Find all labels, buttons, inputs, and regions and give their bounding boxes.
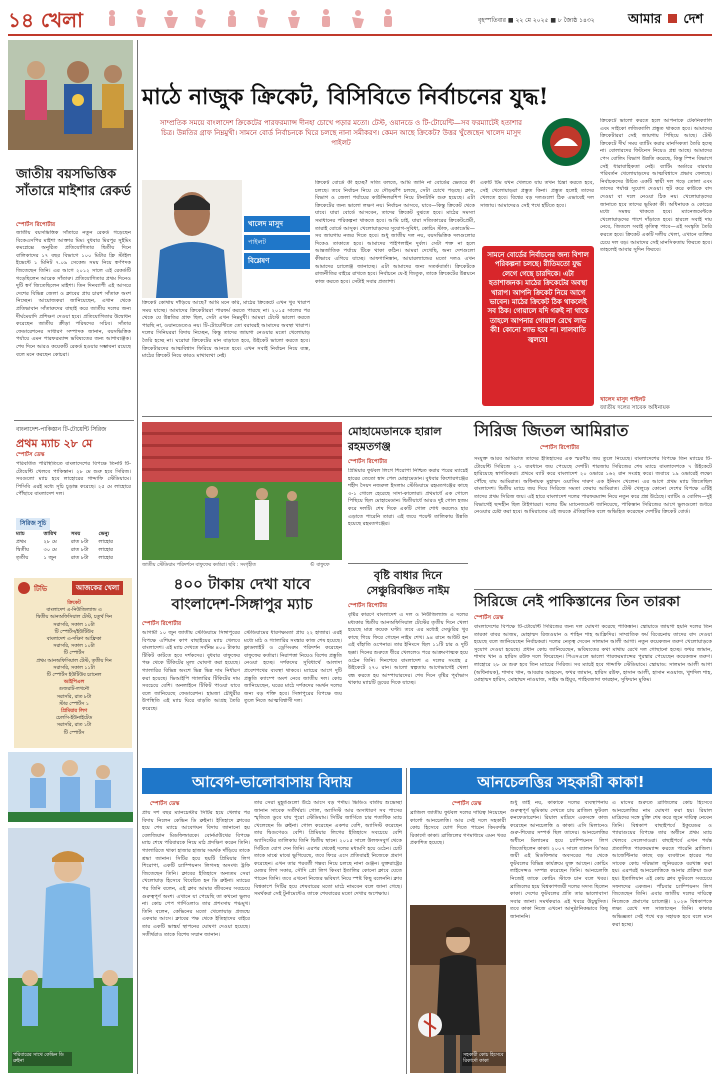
ancelotti-headline: আনচেলত্তির সহকারী কাকা! <box>477 773 645 791</box>
debruyne-caption: পরিবারের সাথে কেভিন ডি ব্রুইনা <box>12 1052 72 1066</box>
tv-list <box>20 600 128 737</box>
ancelotti-band <box>410 768 712 794</box>
lead-col-4: একটি টিম যখন খেলতে যায় তখন চিন্তা করতে হবে, সেই খেলোয়াড়রা প্রস্তুত কিনা। প্রস্তুত হলেই তাদের খেলতে হবে। বিশ্বের বড় দলগুলো ঠিক এভাবেই দল সাজায়। আমাদেরও সেই পথে হাঁটতে হবে। <box>480 180 594 209</box>
tv-item: আইপিএল <box>63 679 85 686</box>
tv-item: প্রথম আনঅফিসিয়াল টেস্ট, তৃতীয় দিন <box>36 657 112 664</box>
tv-item: স্টার স্পোর্টস ১ <box>59 700 89 707</box>
profile-role: বিশ্লেষণ <box>244 253 310 269</box>
match-body-2: স্টেডিয়ামের ধারণক্ষমতা প্রায় ২২ হাজার। এরই মধ্যে মাঠ ও গ্যালারির সংস্কার কাজ শেষ হয়েছে। ফ্লাডলাইট ও ড্রেসিংরুম পরিদর্শন করেছেন বাফুফের কর্তারা। নিরাপত্তা নিয়েও বিশেষ প্রস্তুতি নেওয়া হচ্ছে। দর্শকদের সুবিধার্থে আলাদা প্রবেশপথের ব্যবস্থা থাকবে। ম্যাচের আগে দুটি প্রস্তুতি ক্যাম্পে অংশ নেবে জাতীয় দল। কোচ জানিয়েছেন, ঘরের মাঠে দর্শকদের সমর্থন দলের জন্য বড় শক্তি হবে। সিঙ্গাপুরের বিপক্ষে জয় তুলে নিতে আত্মবিশ্বাসী দল। <box>244 630 342 705</box>
uae-headline: সিরিজ জিতল আমিরাত <box>474 421 629 440</box>
ancelotti-body-1: ব্রাজিল জাতীয় ফুটবল দলের দায়িত্ব নিয়েছেন কার্লো আনচেলত্তি। আর সেই দলে সহকারী কোচ হিসেবে যোগ দিতে পারেন কিংবদন্তি রিকার্দো কাকা। ব্রাজিলের গণমাধ্যমে এমন খবর প্রকাশিত হয়েছে। <box>410 810 506 847</box>
mohammedan-headline: মোহামেডানকে হারাল রহমতগঞ্জ <box>348 425 442 453</box>
pilot-photo <box>142 180 242 298</box>
naim-body: বৃষ্টির কারণে বাংলাদেশ এ দল ও নিউজিল্যান্ড এ দলের মধ্যকার দ্বিতীয় আনঅফিসিয়াল টেস্টের তৃতীয় দিনে খেলা হয়েছে মাত্র কয়েক ঘণ্টা। তবে এর মধ্যেই সেঞ্চুরির খুব কাছে গিয়ে ফিরে গেছেন নাইম শেখ। ৯৪ রানে আউট হন এই বাঁহাতি ওপেনার। তার ইনিংসে ছিল ১১টি চার ও দুটি ছক্কা। দিনের শুরুতে ধীরে খেললেও পরে আক্রমণাত্মক হয়ে ওঠেন তিনি। দিনশেষে বাংলাদেশ এ দলের সংগ্রহ ৫ উইকেটে ২৭০ রান। আলো স্বল্পতায় আগেভাগেই খেলা বন্ধ করতে হয় আম্পায়ারদের। শেষ দিনে বৃষ্টির পূর্বাভাস থাকায় ম্যাচটি ড্রয়ের দিকে যাচ্ছে। <box>348 612 468 687</box>
ancelotti-reporter: স্পোর্টস ডেস্ক <box>452 801 482 807</box>
tv-item: বাংলাদেশ এ-দক্ষিণ আফ্রিকা <box>46 636 102 643</box>
series-headline: প্রথম ম্যাচ ২৮ মে <box>16 437 93 450</box>
tv-item: টি স্পোর্টস <box>63 729 85 736</box>
schedule-row <box>16 546 126 554</box>
left-col-rule <box>137 40 138 1074</box>
family-photo <box>8 752 133 822</box>
page-title: ১৪ খেলা <box>8 8 83 32</box>
profile-nick: পাইলট <box>244 235 310 250</box>
mohammedan-reporter: স্পোর্টস রিপোর্টার <box>348 459 388 465</box>
tv-item: ক্রিকেট <box>67 600 81 606</box>
masthead-mark <box>668 14 677 23</box>
schedule-cell: দ্বিতীয় <box>16 547 29 553</box>
tv-guide <box>14 578 132 748</box>
lead-bottom-rule <box>142 416 712 417</box>
ancelotti-body-2: শুধু তাই নয়, কাকাকে দলের ব্যবস্থাপনায় গুরুত্বপূর্ণ ভূমিকায় দেখতে চায় ব্রাজিল ফুটবল কনফেডারেশন। রিয়াল মাদ্রিদে একসঙ্গে কাজ করেছেন আনচেলত্তি ও কাকা। এসি মিলানেও গুরু-শিষ্যের সম্পর্ক ছিল তাদের। আনচেলত্তির অধীনে মিলানের হয়ে চ্যাম্পিয়নস লিগ জিতেছিলেন কাকা। ২০০৭ সালে ব্যালন ডি'অর জয়ী এই মিডফিল্ডার অবসরের পর থেকে ফুটবলের বিভিন্ন কার্যক্রমে যুক্ত আছেন। কোচিং লাইসেন্সও সম্পন্ন করেছেন তিনি। আনচেলত্তি নিজেই তাকে কোচিং স্টাফে চান বলে খবর। ব্রাজিলের হয়ে বিশ্বকাপজয়ী দলের সদস্য ছিলেন কাকা। দেশের ফুটবলের প্রতি তার ভালোবাসা সবার জানা। সমর্থকরাও এই খবরে উচ্ছ্বসিত। তবে কাকা নিজে এখনো আনুষ্ঠানিকভাবে কিছু জানাননি। <box>510 800 608 920</box>
right-rule <box>474 589 712 590</box>
kaka-photo <box>410 905 506 1073</box>
match-headline <box>142 574 342 614</box>
signature-role: জাতীয় দলের সাবেক অধিনায়ক <box>600 405 670 411</box>
schedule-cell: লাহোর <box>98 547 114 553</box>
masthead-right: দেশ <box>683 12 704 27</box>
match-body-1: আগামী ১০ জুন জাতীয় স্টেডিয়ামে সিঙ্গাপুরের বিপক্ষে এশিয়ান কাপ বাছাইয়ের ম্যাচ খেলবে বাংলাদেশ। এই ম্যাচ দেখতে সর্বনিম্ন ৪০০ টাকায় টিকিট কাটতে হবে দর্শকদের। বুধবার বাফুফের পক্ষ থেকে টিকিটের মূল্য ঘোষণা করা হয়েছে। গ্যালারির বিভিন্ন অংশে ভিন্ন ভিন্ন দাম নির্ধারণ করা হয়েছে। ভিআইপি গ্যালারির টিকিটের দাম সবচেয়ে বেশি। অনলাইনে টিকিট পাওয়া যাবে বলে জানিয়েছে ফেডারেশন। হামজা চৌধুরীর উপস্থিতি এই ম্যাচ ঘিরে বাড়তি আগ্রহ তৈরি করেছে। <box>142 630 240 712</box>
tv-title: আজকের খেলা <box>72 581 123 595</box>
schedule-cell: তৃতীয় <box>16 555 29 561</box>
schedule-cell: রাত ৮টা <box>71 547 89 553</box>
date-line: বৃহস্পতিবার ■ ২২ মে ২০২৫ ■ ৮ জ্যৈষ্ঠ ১৪৩২ <box>478 17 595 24</box>
schedule-cell: প্রথম <box>16 539 27 545</box>
schedule-row <box>16 538 126 546</box>
series-reporter: স্পোর্টস ডেস্ক <box>16 452 45 458</box>
schedule-row <box>16 530 126 538</box>
schedule-cell: ১ জুন <box>43 555 57 561</box>
lead-col-5: ক্রিকেটে ভালো করতে হলে আপনাকে টেকনিক্যালি এবং সাইকো লজিক্যালি প্রস্তুত থাকতে হবে। আমাদের ক্রিকেটাররা সেই জায়গায় পিছিয়ে আছে। টেস্ট ক্রিকেটে দীর্ঘ সময় ব্যাটিং করার মানসিকতা তৈরি হচ্ছে না। বোলারদের ফিটনেস নিয়েও প্রশ্ন আছে। আমাদের পেস বোলিং বিভাগ উন্নতি করেছে, কিন্তু স্পিন বিভাগে সেই ধারাবাহিকতা নেই। ব্যাটিং অর্ডারে বারবার পরিবর্তন খেলোয়াড়দের আত্মবিশ্বাসে প্রভাব ফেলছে। নির্বাচকদের উচিত একটি স্থায়ী দল গড়ে তোলা এবং তাদের পর্যাপ্ত সুযোগ দেওয়া। হুট করে কাউকে বাদ দেওয়া বা দলে নেওয়া ঠিক নয়। খেলোয়াড়দের জানাতে হবে তাদের ভূমিকা কী। অধিনায়ক ও কোচের মধ্যে সমন্বয় থাকতে হবে। ম্যানেজমেন্টকে খেলোয়াড়দের পাশে দাঁড়াতে হবে। হারলে সবাই দায় নেবে, জিতলে সবাই কৃতিত্ব পাবে—এই সংস্কৃতি তৈরি করতে হবে। ক্রিকেট একটি দলীয় খেলা, এখানে ব্যক্তির চেয়ে দল বড়। আমাদের সেই মানসিকতায় ফিরতে হবে। তাহলেই আবার সুদিন ফিরবে। <box>600 118 712 254</box>
naim-headline: বৃষ্টি বাধার দিনে সেঞ্চুরিবঞ্চিত নাইম <box>366 569 450 597</box>
profile-badge <box>244 216 310 269</box>
ancelotti-body-3: এ মাসের শুরুতে ব্রাজিলের কোচ হিসেবে আনচেলত্তির নাম ঘোষণা করা হয়। রিয়াল মাদ্রিদের সঙ্গে চুক্তি শেষ করে জুনে দায়িত্ব নেবেন তিনি। বিশ্বকাপ বাছাইপর্বে ইকুয়েডর ও প্যারাগুয়ের বিপক্ষে তার অধীনে প্রথম ম্যাচ খেলবে সেলেসাওরা। বাছাইপর্বে এখন পর্যন্ত প্রত্যাশিত পারফরম্যান্স করতে পারেনি ব্রাজিল। আর্জেন্টিনার কাছে বড় ব্যবধানে হারের পর সাবেক কোচ দরিভাল জুনিয়রকে বরখাস্ত করা হয়। এরপরই আনচেলত্তিকে আনার প্রক্রিয়া শুরু হয়। ইতালিয়ান এই কোচ ক্লাব ফুটবলে সবচেয়ে সফলদের একজন। পাঁচবার চ্যাম্পিয়নস লিগ জিতেছেন তিনি। এবার জাতীয় দলের দায়িত্বে নিজেকে প্রমাণের চ্যালেঞ্জ। ২০২৬ বিশ্বকাপকে লক্ষ্য রেখে দল সাজাচ্ছেন তিনি। কাকার অভিজ্ঞতা সেই পথে বড় সহায়ক হবে বলে মনে করা হচ্ছে। <box>612 800 712 928</box>
schedule-cell: ভেন্যু <box>98 531 110 537</box>
schedule-cell: তারিখ <box>43 531 57 537</box>
tv-item: টি স্পোর্টস/ইউটিউব <box>54 628 94 635</box>
farewell-reporter: স্পোর্টস ডেস্ক <box>150 801 180 807</box>
stadium-credit: © বাফুফে <box>310 563 330 568</box>
stadium-photo <box>142 422 342 560</box>
left-rule-1 <box>14 420 134 421</box>
pull-quote <box>482 246 594 406</box>
lead-col-3: ক্রিকেট বোর্ডে কী হচ্ছে? সত্যি বলতে, আমি জানি না বোর্ডের ভেতরে কী চলছে। তবে নির্বাচন নিয়ে যে দৌড়ঝাঁপ চলছে, সেটা চোখে পড়ছে। ক্লাব, বিভাগ ও জেলা পর্যায়ের কাউন্সিলরশিপ নিয়ে টানাটানি শুরু হয়েছে। এটা ক্রিকেটের জন্য ভালো লক্ষণ নয়। নির্বাচন আসবে, যাবে—কিন্তু ক্রিকেট থেকে যাবে। যারা বোর্ডে আসবেন, তাদের ক্রিকেট বুঝতে হবে। মাঠের সমস্যা সমাধানের পরিকল্পনা থাকতে হবে। আমি চাই, যারা সত্যিকারের ক্রিকেটপ্রেমী, তারাই বোর্ডে আসুক। খেলোয়াড়দের সুযোগ-সুবিধা, কোচিং স্টাফ, একাডেমি—সব জায়গায় নজর দিতে হবে। শুধু জাতীয় দল নয়, বয়সভিত্তিক দলগুলোর দিকেও তাকাতে হবে। আমাদের পাইপলাইন দুর্বল। সেটা শক্ত না হলে আন্তর্জাতিক পর্যায়ে টিকে থাকা কঠিন। আমরা দেখেছি, অন্য দেশগুলো কীভাবে এগিয়ে যাচ্ছে। আফগানিস্তান, আয়ারল্যান্ডের মতো দলও এখন আমাদের চ্যালেঞ্জ জানাচ্ছে। এটা আমাদের জন্য সতর্কবার্তা। ক্রিকেটকে রাজনীতির বাইরে রাখতে হবে। নির্বাচনে যে-ই জিতুক, তাকে ক্রিকেটের উন্নয়নে কাজ করতে হবে। সেটাই সবার প্রত্যাশা। <box>315 180 475 285</box>
tv-item: টি স্পোর্টস ইউটিউব চ্যানেল <box>46 672 102 679</box>
tv-label: টিভি <box>34 585 48 593</box>
swim-reporter: স্পোর্টস রিপোর্টার <box>16 222 56 228</box>
masthead-left: আমার <box>628 12 662 27</box>
match-headline-line2: বাংলাদেশ-সিঙ্গাপুর ম্যাচ <box>171 595 313 613</box>
lead-col-2: ক্রিকেট কোথায় দাঁড়িয়ে আছে? আমি মনে করি, মাঠের ক্রিকেটে এখন খুব খারাপ সময় যাচ্ছে। আমাদের ক্রিকেটাররা পারফর্ম করতে পারছে না। ২০১৫ সালের পর থেকে যে উন্নতির গ্রাফ ছিল, সেটা এখন নিম্নমুখী। আমরা টেস্টে ভালো করতে পারছি না, ওয়ানডেতেও নয়। টি-টোয়েন্টিতে তো বরাবরই আমাদের অবস্থা খারাপ। দলের সিনিয়ররা বিদায় নিচ্ছেন, কিন্তু তাদের জায়গা নেওয়ার মতো খেলোয়াড় তৈরি হচ্ছে না। ঘরোয়া ক্রিকেটের মান বাড়াতে হবে, উইকেট ভালো করতে হবে। ক্রিকেটারদের আত্মবিশ্বাস ফিরিয়ে আনতে হবে। এখন সবাই নির্বাচন নিয়ে ব্যস্ত, মাঠের ক্রিকেট নিয়ে কারও মাথাব্যথা নেই। <box>142 300 310 360</box>
header-rule <box>8 34 712 36</box>
series-body: পরিবর্তিত পরিস্থিতিতে বাংলাদেশের বিপক্ষে তিনটি টি-টোয়েন্টি খেলবে পাকিস্তান। ২৮ মে শুরু হবে সিরিজ। সবগুলো ম্যাচ হবে লাহোরের গাদ্দাফি স্টেডিয়ামে। পিসিবি এরই মধ্যে সূচি চূড়ান্ত করেছে। ২৫ মে লাহোরে পৌঁছাবে বাংলাদেশ দল। <box>16 461 131 498</box>
pull-quote-text: সামনে বোর্ডের নির্বাচনের জন্য বিশাল পরিকল্পনা চলছে। রীতিমতো যুদ্ধ লেগে গেছে চারদিকে। এটা হতাশাজনক। মাঠের ক্রিকেটের অবস্থা খারাপ। আপনি ক্রিকেট নিয়ে আগে ভাবেন। মাঠের ক্রিকেট ঠিক থাকলেই সব ঠিক। গোয়ালে যদি গরুই না থাকে তাহলে আপনার গোয়াল রেখে লাভ কী! কোনো লাভ হবে না। লালবাতি জ্বলবে! <box>487 251 589 344</box>
tv-item: সরাসরি, সকাল ১১টা <box>53 664 95 671</box>
tv-item: চেলসি-ইউনাইটেড <box>55 715 93 722</box>
mid-rule <box>348 563 468 564</box>
farewell-band <box>142 768 402 794</box>
farewell-body-2: তার সেরা মুহূর্তগুলো উঠে আসে বড় পর্দায়। ভিডিও বার্তায় শুভেচ্ছা জানান সাবেক সতীর্থরা। গোল, অ্যাসিস্ট আর অসাধারণ সব পাসের স্মৃতিতে ডুবে যায় পুরো স্টেডিয়াম। সিটির জার্সিতে চার শতাধিক ম্যাচ খেলেছেন ডি ব্রুইনা। গোল করেছেন একশর বেশি, অ্যাসিস্ট করেছেন তার দ্বিগুণেরও বেশি। প্রিমিয়ার লিগের ইতিহাসে সবচেয়ে বেশি অ্যাসিস্টের তালিকায় তিনি দ্বিতীয় স্থানে। ২০১৫ সালে উলফসবুর্গ থেকে সিটিতে যোগ দেন তিনি। এরপর থেকেই দলের মধ্যমণি হয়ে ওঠেন। চোট তাকে মাঝে মাঝে ভুগিয়েছে, তবে ফিরে এসে প্রতিবারই নিজেকে প্রমাণ করেছেন। এখন তার পরবর্তী গন্তব্য নিয়ে চলছে নানা গুঞ্জন। যুক্তরাষ্ট্রের মেজর লিগ সকার, সৌদি প্রো লিগ কিংবা ইতালির কোনো ক্লাবে যেতে পারেন তিনি। তবে এখনো নিজের ভবিষ্যৎ নিয়ে স্পষ্ট কিছু বলেননি। ক্লাব বিশ্বকাপে সিটির হয়ে শেষবারের মতো মাঠে নামবেন বলে জানা গেছে। সমর্থকরা সেই টুর্নামেন্টেও তাকে শেষবারের মতো দেখার অপেক্ষায়। <box>254 800 402 898</box>
tv-item: প্রিমিয়ার লিগ <box>60 708 88 715</box>
pakistan-body: বাংলাদেশের বিপক্ষে টি-টোয়েন্টি সিরিজের জন্য দল ঘোষণা করেছে পাকিস্তান। স্কোয়াডে জায়গা হয়নি দলের তিন তারকা বাবর আজম, মোহাম্মদ রিজওয়ান ও শাহিন শাহ আফ্রিদির। সাম্প্রতিক ফর্ম বিবেচনায় তাদের বাদ দেওয়া হয়েছে বলে জানিয়েছেন নির্বাচকরা। দলের নেতৃত্ব দেবেন সালমান আলী আগা। নতুন কয়েকজন তরুণ খেলোয়াড়কে সুযোগ দেওয়া হয়েছে। প্রধান কোচ জানিয়েছেন, ভবিষ্যতের কথা মাথায় রেখে দল গোছানো হচ্ছে। ফখর জামান, শাদাব খান ও হারিস রউফ দলে ফিরেছেন। পিএসএলে ভালো পারফরম্যান্সের পুরস্কার পেয়েছেন কয়েকজন তরুণ। লাহোরে ২৮ মে শুরু হবে তিন ম্যাচের সিরিজ। সব ম্যাচই হবে গাদ্দাফি স্টেডিয়ামে। স্কোয়াড: সালমান আলী আগা (অধিনায়ক), শাদাব খান, আবরার আহমেদ, ফখর জামান, হারিস রউফ, হাসান আলী, হাসান নওয়াজ, খুশদিল শাহ, মোহাম্মদ হারিস, মোহাম্মদ নাওয়াজ, সাইম আইয়ুব, শাহিবজাদা ফারহান, সুফিয়ান মুকিম। <box>474 624 712 684</box>
uae-reporter: স্পোর্টস রিপোর্টার <box>540 445 580 451</box>
schedule-cell: রাত ৮টা <box>71 539 89 545</box>
tv-item: সরাসরি, সকাল ১০টা <box>53 621 95 628</box>
tv-item: সরাসরি, রাত ১টা <box>56 722 92 729</box>
swimmer-photo <box>8 40 133 150</box>
match-reporter: স্পোর্টস রিপোর্টার <box>142 621 182 627</box>
page-header <box>8 6 712 32</box>
tv-item: টি স্পোর্টস <box>63 650 85 657</box>
match-headline-line1: ৪০০ টাকায় দেখা যাবে <box>173 575 311 593</box>
tv-item: সরাসরি, রাত ৮টা <box>56 693 92 700</box>
schedule-cell: লাহোর <box>98 555 114 561</box>
tv-icon <box>18 582 30 594</box>
swim-body: জাতীয় বয়সভিত্তিক সাঁতারে নতুন রেকর্ড গড়েছেন বিকেএসপির মাইশা আক্তার মিম। বুধবার মিরপুর সুইমিং কমপ্লেক্সে অনুষ্ঠিত প্রতিযোগিতার দ্বিতীয় দিনে বালিকাদের ১৭ বছর বিভাগে ১০০ মিটার ফ্রি স্টাইল ইভেন্টে ১ মিনিট ৭.০৯ সেকেন্ড সময় নিয়ে স্বর্ণপদক জিতেছেন তিনি। এর আগে ২০১২ সালে এই রেকর্ডটি গড়েছিলেন আরেক সাঁতারু। প্রতিযোগিতার প্রথম দিনেও দুটি স্বর্ণ জিতেছিলেন মাইশা। তিন দিনব্যাপী এই আসরে দেশের বিভিন্ন জেলা ও ক্লাবের প্রায় চারশ সাঁতারু অংশ নিচ্ছেন। আয়োজকরা জানিয়েছেন, এখান থেকে প্রতিভাবান সাঁতারুদের বাছাই করে জাতীয় দলের জন্য দীর্ঘমেয়াদি প্রশিক্ষণ দেওয়া হবে। প্রতিযোগিতার উদ্বোধন করেছেন জাতীয় ক্রীড়া পরিষদের সচিব। সাঁতার ফেডারেশনের সাধারণ সম্পাদক জানান, বয়সভিত্তিক পর্যায়ে এমন পারফরম্যান্স ভবিষ্যতের জন্য আশাব্যঞ্জক। শেষ দিনে আরও কয়েকটি রেকর্ড হওয়ার সম্ভাবনা রয়েছে বলে মনে করছেন কোচরা। <box>16 230 131 358</box>
schedule-cell: সময় <box>71 531 81 537</box>
tv-item: দ্বিতীয় আনঅফিসিয়াল টেস্ট, চতুর্থ দিন <box>36 614 112 621</box>
bcb-logo <box>540 116 592 168</box>
tv-item: গুজরাট-লখনৌ <box>58 686 90 693</box>
lead-deck: সাম্প্রতিক সময়ে বাংলাদেশ ক্রিকেটের পারফরম্যান্স দীনহা চোখে পড়ার মতো। টেস্ট, ওয়ানডে ও টি-টোয়েন্টি—সব ফরম্যাটেই হতাশার চিত্র। উন্নতির গ্রাফ নিম্নমুখী। সামনে বোর্ড নির্বাচনকে ঘিরে চলছে নানা সমীকরণ। কেমন আছে ক্রিকেট? উত্তর খুঁজেছেন খালেদ মাসুদ পাইলট <box>160 119 522 147</box>
schedule-title: সিরিজ সূচি <box>16 518 50 530</box>
schedule-cell: ২৮ মে <box>43 539 57 545</box>
uae-body: সংযুক্ত আরব আমিরাত তাদের ইতিহাসের এক স্মরণীয় জয় তুলে নিয়েছে। বাংলাদেশের বিপক্ষে তিন ম্যাচের টি-টোয়েন্টি সিরিজে ২-১ ব্যবধানে জয় পেয়েছে দেশটি। শারজায় সিরিজের শেষ ম্যাচে বাংলাদেশকে ৭ উইকেটে হারিয়েছে স্বাগতিকরা। প্রথমে ব্যাট করে বাংলাদেশ ২০ ওভারে ১৬২ রান সংগ্রহ করে। জবাবে ১৯ ওভারেই লক্ষ্যে পৌঁছে যায় আমিরাত। অধিনায়ক মুহাম্মদ ওয়াসিম দারুণ এক ইনিংস খেলেন। এর আগে প্রথম ম্যাচ জিতেছিল বাংলাদেশ। দ্বিতীয় ম্যাচে জয় দিয়ে সিরিজে সমতা ফেরায় আমিরাত। টেস্ট খেলুড়ে কোনো দেশের বিপক্ষে এটিই তাদের প্রথম সিরিজ জয়। এই হারে বাংলাদেশ দলের পারফরম্যান্স নিয়ে নতুন করে প্রশ্ন উঠেছে। ব্যাটিং ও বোলিং—দুই বিভাগেই ছন্দহীন ছিল টাইগাররা। দলের টিম ম্যানেজমেন্ট জানিয়েছে, পাকিস্তান সিরিজের আগে ভুলগুলো শুধরে নেওয়ার চেষ্টা করা হবে। আমিরাতের এই জয়কে ঐতিহাসিক বলে অভিহিত করেছেন দেশটির ক্রিকেট বোর্ড। <box>474 456 712 516</box>
sports-silhouettes <box>100 8 400 30</box>
debruyne-photo <box>8 828 133 1073</box>
pakistan-reporter: স্পোর্টস ডেস্ক <box>474 615 504 621</box>
schedule-cell: ৩০ মে <box>43 547 57 553</box>
kaka-caption: সহকারী কোচ হিসেবে রিকার্দো কাকা <box>462 1052 506 1066</box>
schedule-cell: ম্যাচ <box>16 531 25 537</box>
farewell-body-1: প্রায় দশ বছর ম্যানচেস্টার সিটির হয়ে খেলার পর বিদায় নিলেন কেভিন ডি ব্রুইনা। ইতিহাদে ক্লাবের হয়ে শেষ ম্যাচে আবেগঘন বিদায় জানানো হয় বেলজিয়ান মিডফিল্ডারকে। বোর্নমাউথের বিপক্ষে ম্যাচ শেষে পরিবারকে নিয়ে মাঠ প্রদক্ষিণ করেন তিনি। গ্যালারিতে থাকা হাজার হাজার সমর্থক দাঁড়িয়ে তাকে শ্রদ্ধা জানান। সিটির হয়ে ছয়টি প্রিমিয়ার লিগ শিরোপা, একটি চ্যাম্পিয়নস লিগসহ অসংখ্য ট্রফি জিতেছেন তিনি। ক্লাবের ইতিহাসে অন্যতম সেরা খেলোয়াড় হিসেবে বিবেচিত হন ডি ব্রুইনা। ম্যাচের পর তিনি বলেন, এই ক্লাব আমার জীবনের সবচেয়ে গুরুত্বপূর্ণ অংশ। এখানে যা পেয়েছি তা কখনো ভুলব না। কোচ পেপ গার্দিওলাও তার প্রশংসায় পঞ্চমুখ। তিনি বলেন, কেভিনের মতো খেলোয়াড় প্রজন্মে একবার আসে। ক্লাবের পক্ষ থেকে ইতিহাদের বাইরে তার একটি ভাস্কর্য স্থাপনের ঘোষণা দেওয়া হয়েছে। সতীর্থরাও তাকে বিশেষ সম্মান জানান। <box>142 810 250 938</box>
series-kicker: বাংলাদেশ-পাকিস্তান টি-টোয়েন্টি সিরিজ <box>16 427 107 433</box>
signature-name: খালেদ মাসুদ পাইলট <box>600 397 646 403</box>
schedule-cell: লাহোর <box>98 539 114 545</box>
schedule-cell: রাত ৮টা <box>71 555 89 561</box>
bottom-col-rule-1 <box>406 768 407 1074</box>
signature <box>600 396 712 412</box>
tv-item: সরাসরি, সকাল ১০টা <box>53 643 95 650</box>
swim-headline: জাতীয় বয়সভিত্তিক সাঁতারে মাইশার রেকর্ড <box>16 167 131 199</box>
profile-name: খালেদ মাসুদ <box>244 216 310 232</box>
naim-reporter: স্পোর্টস রিপোর্টার <box>348 603 388 609</box>
tv-item: বাংলাদেশ এ-নিউজিল্যান্ড এ <box>46 607 102 614</box>
masthead <box>628 10 703 31</box>
schedule-row <box>16 554 126 562</box>
mohammedan-body: প্রিমিয়ার ফুটবল লিগে শিরোপা নিশ্চিত করার পরের ম্যাচেই হারের তেতো স্বাদ পেল মোহামেডান। বুধবার কিশোরগঞ্জের শহীদ সৈয়দ নজরুল ইসলাম স্টেডিয়ামে রহমতগঞ্জের কাছে ৩-১ গোলে হেরেছে সাদা-কালোরা। প্রথমার্ধে এক গোলে পিছিয়ে ছিল মোহামেডান। দ্বিতীয়ার্ধে আরও দুই গোল হজম করে দলটি। শেষ দিকে একটি গোল শোধ করলেও হার এড়াতে পারেনি তারা। এই জয়ে পয়েন্ট তালিকায় উন্নতি হয়েছে রহমতগঞ্জের। <box>348 468 468 528</box>
lead-headline: মাঠে নাজুক ক্রিকেট, বিসিবিতে নির্বাচনের যুদ্ধ! <box>142 84 549 110</box>
schedule-table <box>16 530 126 562</box>
stadium-caption: জাতীয় স্টেডিয়াম পরিদর্শনে বাফুফের কর্তারা। ছবি : সংগৃহীত <box>142 563 256 568</box>
pakistan-headline: সিরিজে নেই পাকিস্তানের তিন তারকা <box>474 594 681 610</box>
farewell-headline: আবেগ-ভালোবাসায় বিদায় <box>192 773 352 791</box>
